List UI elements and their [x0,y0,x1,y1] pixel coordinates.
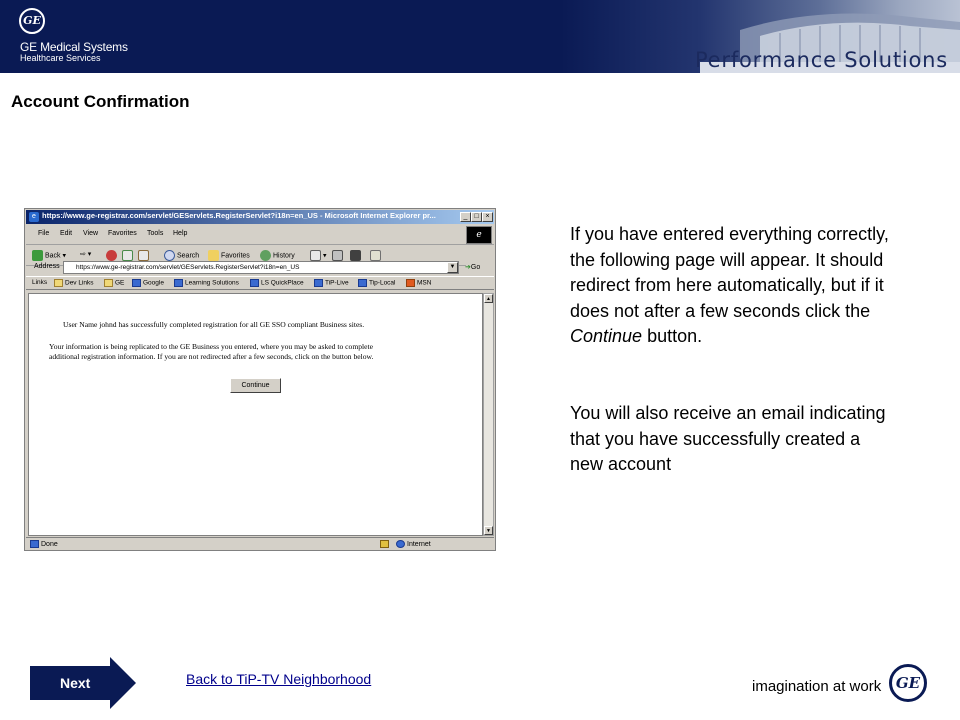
ie-link-icon [250,279,259,287]
menu-help: Help [173,230,188,237]
browser-menu-bar [26,225,494,245]
continue-emphasis: Continue [570,326,643,346]
forward-arrow-icon: ⇨ ▾ [80,251,92,258]
search-toolbar-image: Search [164,250,199,261]
brand-subtitle: Healthcare Services [20,53,101,63]
close-icon: × [482,212,493,222]
browser-page-content [28,293,483,536]
address-dropdown-icon: ▼ [447,262,458,273]
ie-link-icon [174,279,183,287]
menu-file: File [38,230,50,237]
header-banner [0,0,960,73]
browser-window-title: https://www.ge-registrar.com/servlet/GEServlets.RegisterServlet?i18n=en_US - Microsoft Internet Explorer pr... [42,211,436,220]
replication-text-line2: additional registration information. If you are not redirected after a few seconds, click on the button below. [49,352,374,361]
ie-link-icon [132,279,141,287]
mail-icon: ▾ [310,250,327,261]
favorites-toolbar-image: Favorites [208,250,250,261]
browser-scrollbar [483,293,494,536]
browser-address-bar [26,260,494,276]
browser-screenshot [24,208,496,551]
ge-logo-icon: GE [889,664,927,702]
link-tip-local: Tip-Local [358,279,396,287]
link-google: Google [132,279,164,287]
folder-icon [104,279,113,287]
folder-icon [54,279,63,287]
status-done: Done [30,540,58,548]
minimize-icon: _ [460,212,471,222]
browser-status-bar [26,537,494,550]
registration-success-text: User Name johnd has successfully completed registration for all GE SSO compliant Business sites. [63,320,365,329]
browser-links-bar [26,276,494,290]
browser-title-bar [26,210,494,224]
globe-icon [396,540,405,548]
menu-view: View [83,230,99,237]
menu-favorites: Favorites [108,230,137,237]
address-field-image: https://www.ge-registrar.com/servlet/GEServlets.RegisterServlet?i18n=en_US [63,261,459,274]
menu-edit: Edit [60,230,73,237]
ie-link-icon [358,279,367,287]
imagination-at-work-slogan: imagination at work [752,678,882,695]
back-to-neighborhood-link[interactable]: Back to TiP-TV Neighborhood [186,671,372,687]
lock-icon [380,540,391,548]
maximize-icon: □ [471,212,482,222]
replication-text-line1: Your information is being replicated to the GE Business you entered, where you may be asked to complete [49,342,373,351]
next-button-label[interactable]: Next [60,675,91,691]
msn-icon [406,279,415,287]
link-learning-solutions: Learning Solutions [174,279,239,287]
ge-logo-icon: GE [19,8,45,34]
scroll-up-icon: ▲ [484,294,493,303]
link-ls-quickplace: LS QuickPlace [250,279,304,287]
ie-page-icon [30,540,39,548]
link-ge: GE [104,279,124,287]
status-zone: Internet [396,540,431,548]
links-label: Links [32,279,48,286]
menu-tools: Tools [147,230,164,237]
back-button-image: Back ▾ [32,250,66,261]
brand-name: GE Medical Systems [20,40,128,54]
ie-page-icon: e [29,212,39,222]
email-notice-paragraph: You will also receive an email indicating that you have successfully created a new account [570,403,886,474]
scroll-down-icon: ▼ [484,526,493,535]
page-title: Account Confirmation [11,92,190,111]
go-button-image: ➔Go [465,264,481,271]
link-dev-links: Dev Links [54,279,94,287]
continue-button-image: Continue [230,378,281,393]
history-toolbar-image: History [260,250,295,261]
ie-throbber-icon: e [466,226,492,244]
go-arrow-icon: ➔ [465,264,471,271]
link-tip-live: TiP-Live [314,279,349,287]
performance-solutions-tagline: Performance Solutions [694,48,948,72]
instructions-paragraph: If you have entered everything correctly, the following page will appear. It should redirect from here automatically, but if it does not after a few seconds click the Continue button. [570,224,889,346]
address-label: Address [34,263,60,270]
ie-link-icon [314,279,323,287]
link-msn: MSN [406,279,431,287]
